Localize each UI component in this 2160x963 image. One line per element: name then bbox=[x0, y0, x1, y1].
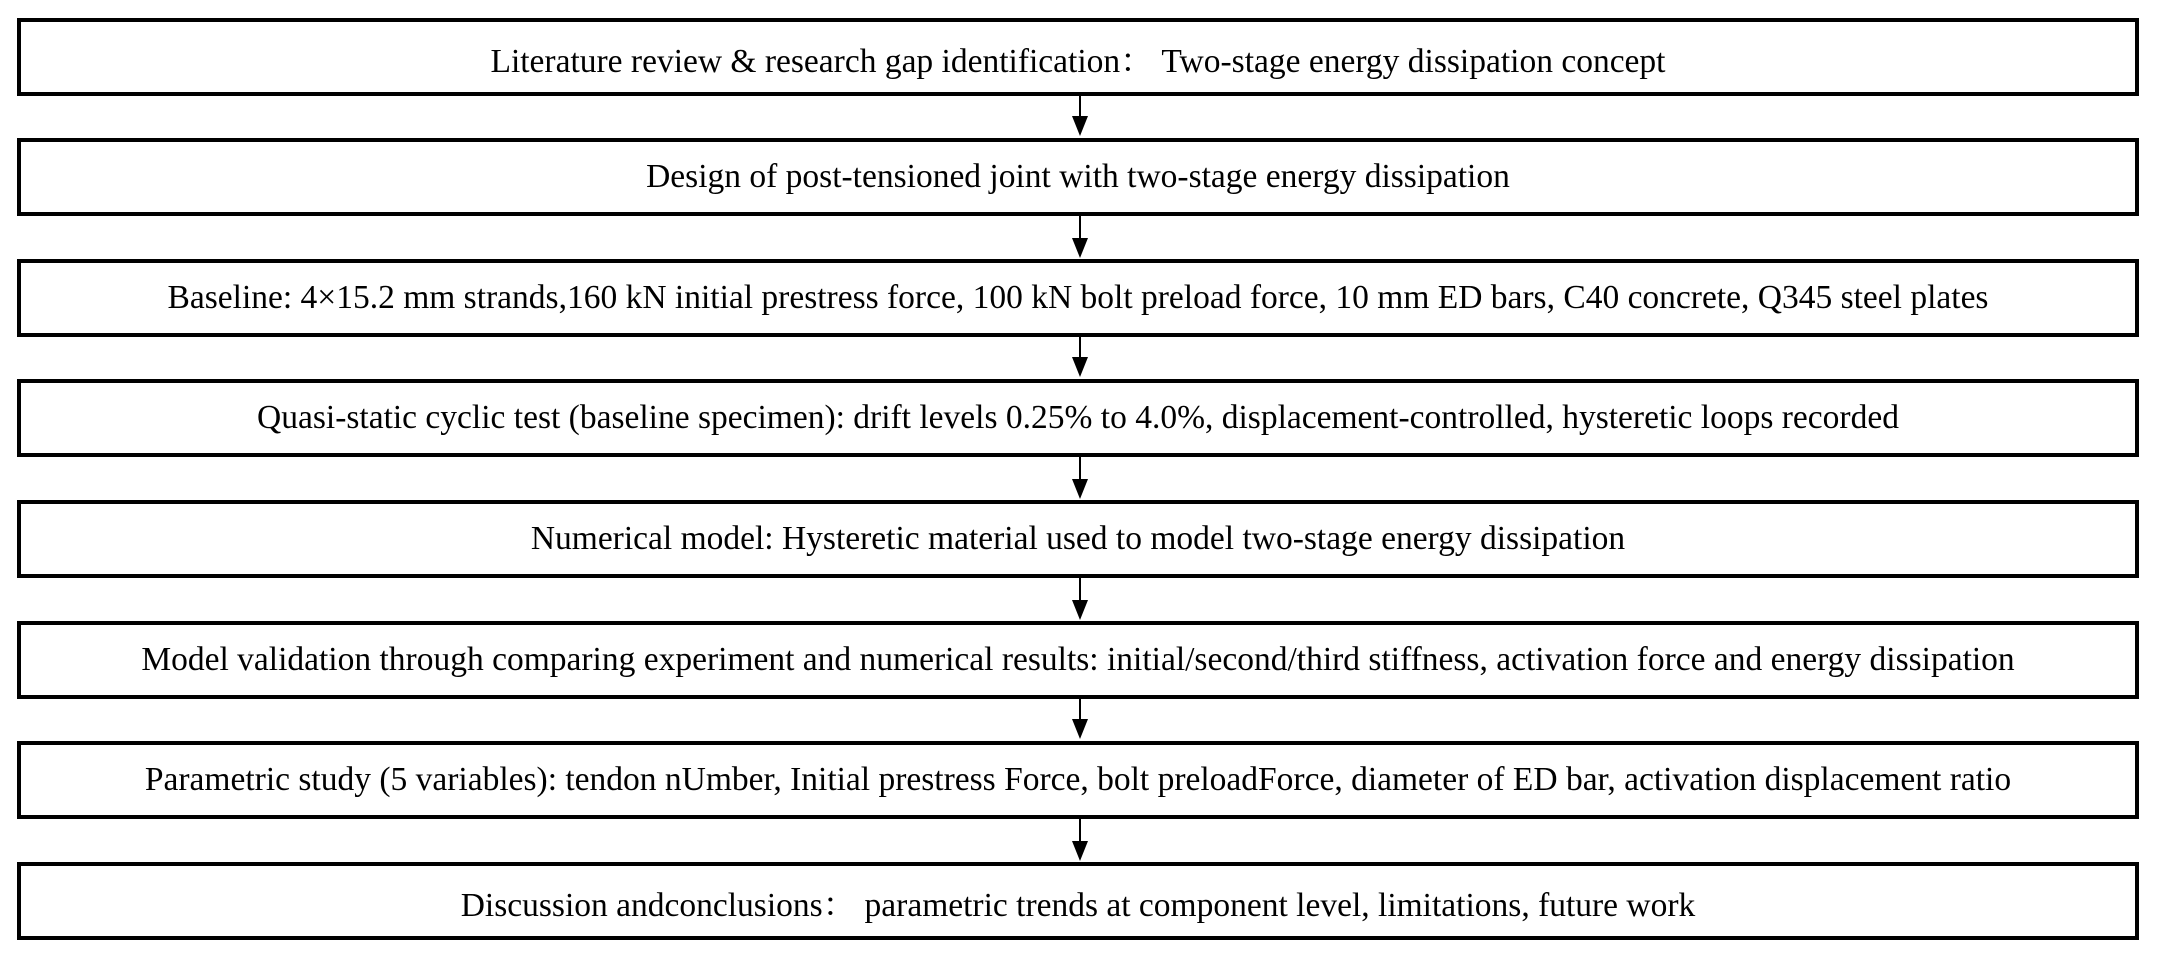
down-arrow-icon bbox=[1072, 819, 1088, 861]
step-label-4: Quasi-static cyclic test (baseline specimen): drift levels 0.25% to 4.0%, displacement-controlled, hysteretic loops recorded bbox=[257, 399, 1899, 436]
step-box-5 bbox=[17, 500, 2139, 578]
down-arrow-icon bbox=[1072, 337, 1088, 377]
down-arrow-icon bbox=[1072, 699, 1088, 739]
step-label-2: Design of post-tensioned joint with two-stage energy dissipation bbox=[646, 158, 1510, 195]
step-box-7 bbox=[17, 741, 2139, 819]
step-label-6: Model validation through comparing experiment and numerical results: initial/second/third stiffness, activation force and energy dissipation bbox=[141, 641, 2015, 678]
step-box-6 bbox=[17, 621, 2139, 699]
step-label-5: Numerical model: Hysteretic material used to model two-stage energy dissipation bbox=[530, 520, 1626, 557]
down-arrow-icon bbox=[1072, 96, 1088, 136]
step-label-1: Literature review & research gap identification： Two-stage energy dissipation concept bbox=[490, 42, 1666, 80]
step-label-3: Baseline: 4×15.2 mm strands,160 kN initial prestress force, 100 kN bolt preload force, 10 mm ED bars, C40 concrete, Q345 steel plates bbox=[167, 279, 1989, 316]
down-arrow-icon bbox=[1072, 216, 1088, 258]
step-box-1 bbox=[17, 18, 2139, 96]
step-box-8 bbox=[17, 862, 2139, 940]
step-label-8: Discussion andconclusions： parametric trends at component level, limitations, future work bbox=[460, 886, 1696, 924]
down-arrow-icon bbox=[1072, 578, 1088, 620]
step-box-2 bbox=[17, 138, 2139, 216]
step-label-7: Parametric study (5 variables): tendon nUmber, Initial prestress Force, bolt preloadForce, diameter of ED bar, activation displacement ratio bbox=[144, 761, 2012, 798]
step-box-4 bbox=[17, 379, 2139, 457]
down-arrow-icon bbox=[1072, 457, 1088, 499]
step-box-3 bbox=[17, 259, 2139, 337]
